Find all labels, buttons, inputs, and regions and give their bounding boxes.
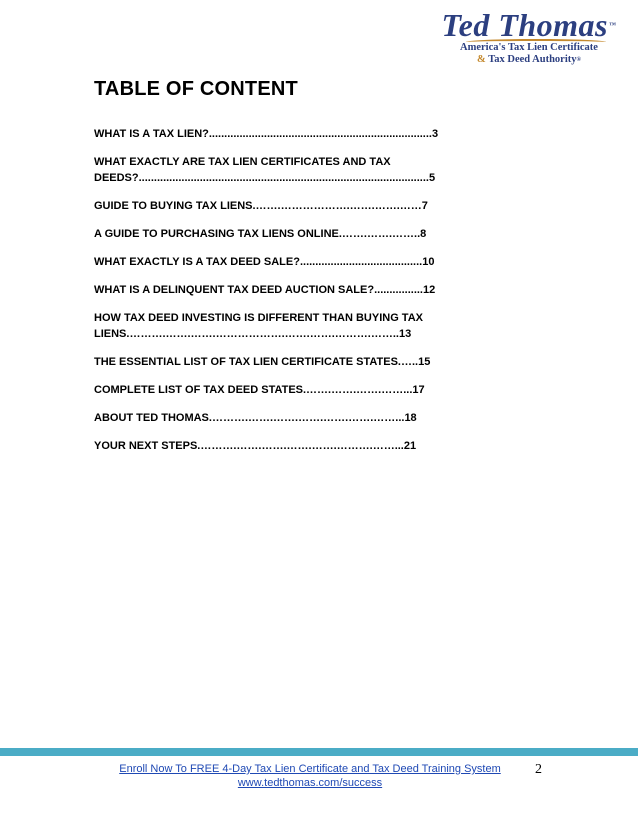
footer-bar — [0, 748, 638, 756]
logo-tagline — [440, 42, 618, 66]
ted-thomas-logo — [440, 8, 618, 70]
table-of-contents — [94, 126, 514, 466]
logo-tagline-line2 — [440, 54, 618, 66]
footer-url[interactable]: www.tedthomas.com/success — [237, 777, 383, 789]
toc-entry[interactable]: ABOUT TED THOMAS.……….…….…….…….…….…….……...18 — [94, 412, 417, 424]
toc-entry[interactable]: COMPLETE LIST OF TAX DEED STATES.…….…….…….……...17 — [94, 384, 425, 396]
logo-tagline-line2-text: Tax Deed Authority — [488, 54, 577, 65]
toc-entry[interactable]: YOUR NEXT STEPS.……….…….…….…….…….……….……...21 — [94, 440, 417, 452]
footer-enroll-text[interactable]: Enroll Now To FREE 4-Day Tax Lien Certificate and Tax Deed Training System — [119, 763, 501, 775]
toc-entry[interactable]: WHAT IS A TAX LIEN?.........................................................................3 — [94, 128, 439, 140]
logo-swoosh — [466, 39, 606, 45]
toc-entry[interactable]: A GUIDE TO PURCHASING TAX LIENS ONLINE.…….…….……..8 — [94, 228, 427, 240]
toc-entry[interactable]: WHAT EXACTLY ARE TAX LIEN CERTIFICATES AND TAX DEEDS?...............................................................................................5 — [94, 156, 436, 184]
toc-entry[interactable]: HOW TAX DEED INVESTING IS DIFFERENT THAN BUYING TAX LIENS.……….…….…….……………….…….…….……….……..13 — [94, 312, 423, 340]
toc-entry[interactable]: WHAT EXACTLY IS A TAX DEED SALE?........................................10 — [94, 256, 435, 268]
toc-entry[interactable]: GUIDE TO BUYING TAX LIENS.…….……………….…….…….……7 — [94, 200, 428, 212]
logo-reg: ® — [576, 57, 581, 63]
logo-name-text: Ted Thomas — [441, 7, 608, 43]
toc-entry[interactable]: THE ESSENTIAL LIST OF TAX LIEN CERTIFICATE STATES.…..15 — [94, 356, 431, 368]
footer-enroll-link[interactable] — [100, 762, 520, 790]
logo-tm: ™ — [609, 21, 617, 29]
toc-entry[interactable]: WHAT IS A DELINQUENT TAX DEED AUCTION SALE?................12 — [94, 284, 436, 296]
logo-tagline-line1: America's Tax Lien Certificate — [460, 42, 598, 53]
logo-ampersand: & — [477, 54, 486, 65]
page-number: 2 — [535, 762, 542, 777]
page-title: TABLE OF CONTENT — [94, 78, 298, 100]
logo-name — [440, 8, 618, 42]
